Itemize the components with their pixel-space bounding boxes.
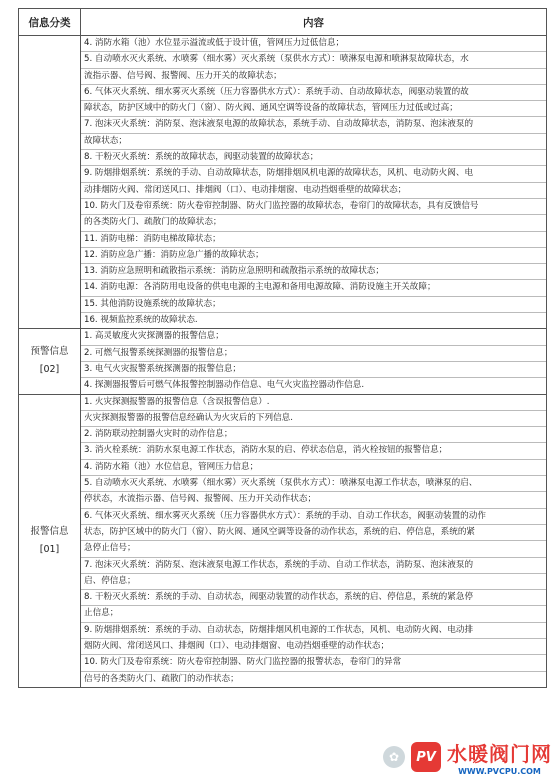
content-line: 6. 气体灭火系统、细水雾灭火系统（压力容器供水方式）：系统手动、自动故障状态，阀驱动装置的故 [81, 85, 546, 101]
content-line: 信号的各类防火门、疏散门的动作状态； [84, 673, 239, 684]
brand-name: 水暖阀门网 [447, 742, 552, 766]
content-line: 10. 防火门及卷帘系统：防火卷帘控制器、防火门监控器的报警状态，卷帘门的异常 [81, 655, 546, 671]
content-line: 4. 消防水箱（池）水位显示溢流或低于设计值，管网压力过低信息； [81, 36, 546, 52]
content-line: 2. 可燃气报警系统探测器的报警信息； [81, 346, 546, 362]
content-line: 5. 自动喷水灭火系统、水喷雾（细水雾）灭火系统（泵供水方式）：喷淋泵电源工作状态，喷淋泵的启、 [81, 476, 546, 492]
brand-logo-icon: PV [411, 742, 441, 772]
content-line: 12. 消防应急广播：消防应急广播的故障状态； [81, 248, 546, 264]
table-row [19, 394, 547, 687]
content-line: 3. 电气火灾报警系统探测器的报警信息； [81, 362, 546, 378]
wechat-icon: ✿ [383, 746, 405, 768]
table-row [19, 36, 547, 329]
content-line: 止信息； [81, 606, 546, 622]
content-line: 状态，防护区域中的防火门（窗）、防火阀、通风空调等设备的动作状态，系统的启、停信息，系统的紧 [81, 525, 546, 541]
header-category: 信息分类 [19, 9, 81, 36]
content-line: 动排烟防火阀、常闭送风口、排烟阀（口）、电动排烟窗、电动挡烟垂壁的故障状态； [81, 183, 546, 199]
header-content: 内容 [81, 9, 547, 36]
content-line: 9. 防烟排烟系统：系统的手动、自动状态，防烟排烟风机电源的工作状态，风机、电动防火阀、电动排 [81, 623, 546, 639]
content-line: 火灾探测报警器的报警信息经确认为火灾后的下列信息. [81, 411, 546, 427]
content-cell [81, 394, 547, 687]
content-line: 6. 气体灭火系统、细水雾灭火系统（压力容器供水方式）：系统的手动、自动工作状态，阀驱动装置的动作 [81, 509, 546, 525]
table-row [19, 329, 547, 394]
table-header-row [19, 9, 547, 36]
content-line: 7. 泡沫灭火系统：消防泵、泡沫液泵电源工作状态，系统的手动、自动工作状态，消防泵、泡沫液泵的 [81, 558, 546, 574]
content-line: 的各类防火门、疏散门的故障状态； [81, 215, 546, 231]
content-line: 5. 自动喷水灭火系统、水喷雾（细水雾）灭火系统（泵供水方式）：喷淋泵电源和喷淋泵故障状态，水 [81, 52, 546, 68]
content-line: 4. 消防水箱（池）水位信息，管网压力信息； [81, 460, 546, 476]
brand-url: WWW.PVCPU.COM [458, 767, 541, 776]
content-line: 1. 火灾探测报警器的报警信息（含误报警信息）. [81, 395, 546, 411]
content-line: 11. 消防电梯：消防电梯故障状态； [81, 232, 546, 248]
category-label: [02] [39, 364, 60, 376]
watermark [383, 738, 552, 776]
category-label: 预警信息 [30, 346, 69, 358]
content-line: 故障状态； [81, 134, 546, 150]
content-line: 停状态，水流指示器、信号阀、报警阀、压力开关动作状态； [81, 492, 546, 508]
content-line: 急停止信号； [81, 541, 546, 557]
content-line: 8. 干粉灭火系统：系统的手动、自动状态，阀驱动装置的动作状态，系统的启、停信息，系统的紧急停 [81, 590, 546, 606]
content-line: 15. 其他消防设施系统的故障状态； [81, 297, 546, 313]
content-line: 9. 防烟排烟系统：系统的手动、自动故障状态，防烟排烟风机电源的故障状态，风机、电动防火阀、电 [81, 166, 546, 182]
content-line: 13. 消防应急照明和疏散指示系统：消防应急照明和疏散指示系统的故障状态； [81, 264, 546, 280]
category-label: [01] [39, 543, 60, 555]
content-line: 14. 消防电源：各消防用电设备的供电电源的主电源和备用电源故障、消防设施主开关故障； [81, 280, 546, 296]
content-cell [81, 36, 547, 329]
info-classification-table [18, 8, 547, 688]
content-line: 烟防火阀、常闭送风口、排烟阀（口）、电动排烟窗、电动挡烟垂壁的动作状态； [81, 639, 546, 655]
content-line: 障状态，防护区域中的防火门（窗）、防火阀、通风空调等设备的故障状态，管网压力过低或过高； [81, 101, 546, 117]
brand-block [447, 738, 552, 776]
content-line: 4. 探测器报警后可燃气体报警控制器动作信息、电气火灾监控器动作信息. [84, 380, 365, 391]
content-line: 1. 高灵敏度火灾探测器的报警信息； [81, 329, 546, 345]
content-cell [81, 329, 547, 394]
category-cell [19, 329, 81, 394]
content-line: 7. 泡沫灭火系统：消防泵、泡沫液泵电源的故障状态，系统手动、自动故障状态，消防泵、泡沫液泵的 [81, 117, 546, 133]
category-cell [19, 36, 81, 329]
category-label: 报警信息 [30, 525, 69, 537]
content-line: 8. 干粉灭火系统：系统的故障状态，阀驱动装置的故障状态； [81, 150, 546, 166]
content-line: 10. 防火门及卷帘系统：防火卷帘控制器、防火门监控器的故障状态，卷帘门的故障状态，具有反馈信号 [81, 199, 546, 215]
content-line: 2. 消防联动控制器火灾时的动作信息； [81, 427, 546, 443]
category-cell [19, 394, 81, 687]
content-line: 16. 视频监控系统的故障状态. [84, 315, 198, 326]
content-line: 流指示器、信号阀、报警阀、压力开关的故障状态； [81, 69, 546, 85]
content-line: 3. 消火栓系统：消防水泵电源工作状态，消防水泵的启、停状态信息，消火栓按钮的报警信息； [81, 443, 546, 459]
content-line: 启、停信息； [81, 574, 546, 590]
